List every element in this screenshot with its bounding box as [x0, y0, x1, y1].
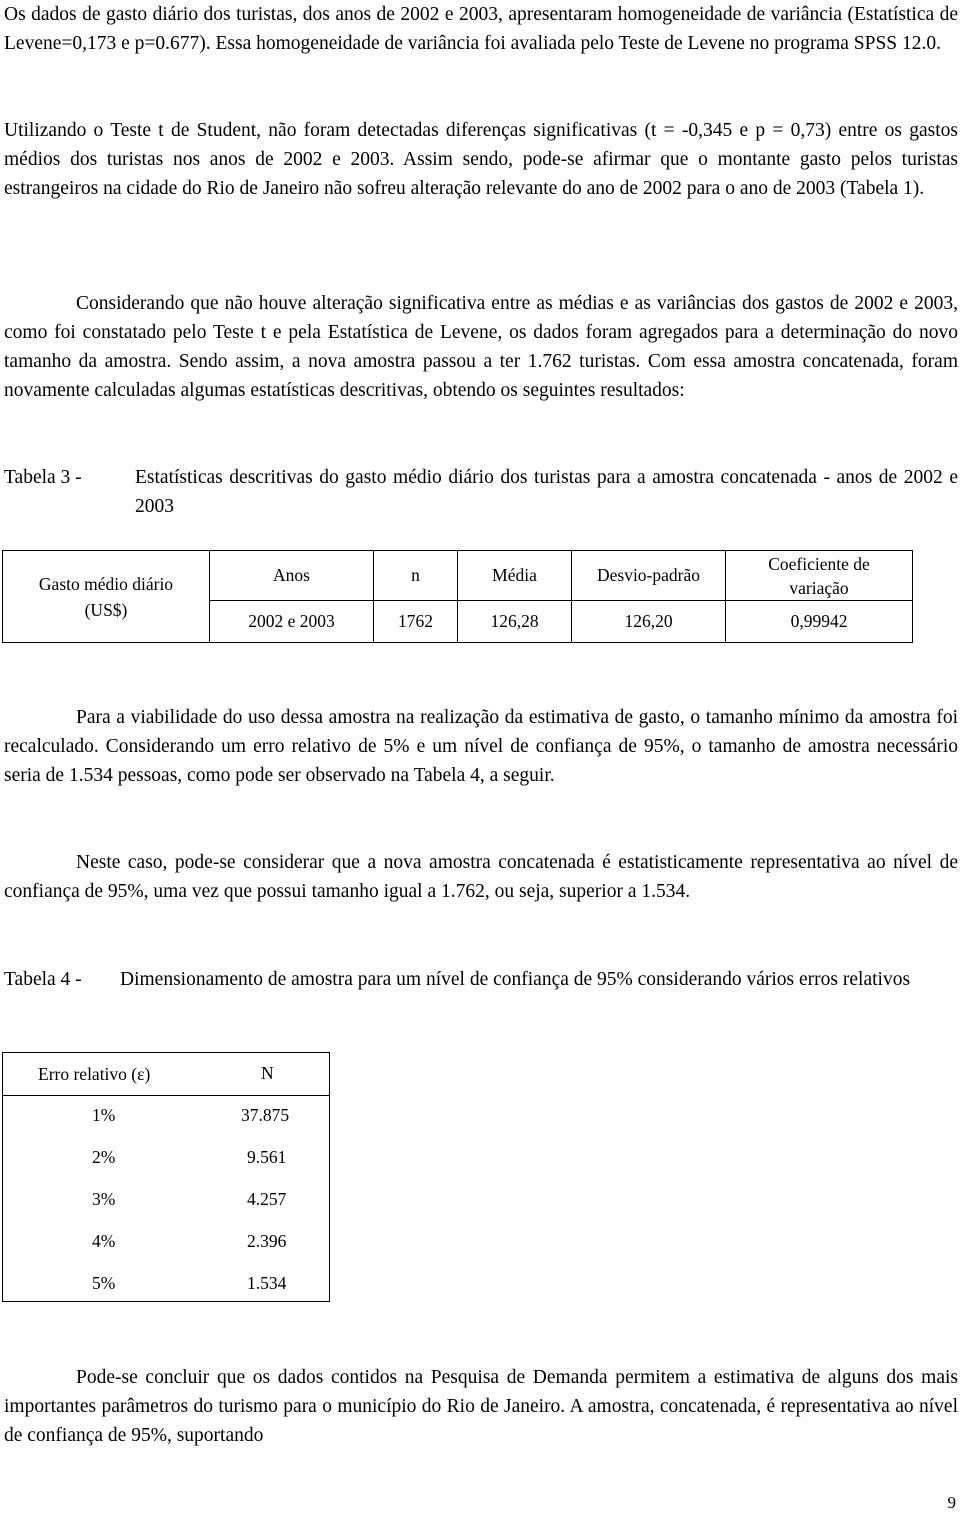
- table4-cell-erro: 5%: [92, 1273, 116, 1293]
- table3-header-cv-line2: variação: [789, 577, 849, 598]
- table4-cell-n: 2.396: [247, 1231, 287, 1251]
- paragraph-aggregation: Considerando que não houve alteração significativa entre as médias e as variâncias dos gastos de 2002 e 2003, como foi constatado pelo Teste t e pela Estatística de Levene, os dados foram agregados para a determinação do novo tamanho da amostra. Sendo assim, a nova amostra passou a ter 1.762 turistas. Com essa amostra concatenada, foram novamente calculadas algumas estatísticas descritivas, obtendo os seguintes resultados:: [4, 293, 958, 401]
- table4-header-row: [3, 1053, 329, 1096]
- table4-cell-n: 37.875: [241, 1105, 290, 1125]
- table4-cell-erro: 3%: [92, 1189, 116, 1209]
- table3-cell-anos: 2002 e 2003: [210, 601, 374, 643]
- table4-header-n: N: [261, 1063, 274, 1083]
- table4-cell-erro: 2%: [92, 1147, 116, 1167]
- table3-header-cv: [726, 551, 913, 601]
- table4-cell-erro: 1%: [92, 1105, 116, 1125]
- paragraph-representative: Neste caso, pode-se considerar que a nova amostra concatenada é estatisticamente representativa ao nível de confiança de 95%, uma vez que possui tamanho igual a 1.762, ou seja, superior a 1.534.: [4, 852, 958, 902]
- table4-caption-label: Tabela 4 -: [4, 969, 82, 990]
- table3-row-header: [3, 551, 210, 643]
- table3-cell-n: 1762: [374, 601, 458, 643]
- paragraph-levene: Os dados de gasto diário dos turistas, dos anos de 2002 e 2003, apresentaram homogeneidade de variância (Estatística de Levene=0,173 e p=0.677). Essa homogeneidade de variância foi avaliada pelo Teste de Levene no programa SPSS 12.0.: [4, 4, 958, 54]
- table4-cell-erro: 4%: [92, 1231, 116, 1251]
- table3-header-row: [3, 551, 913, 601]
- table4-cell-n: 1.534: [247, 1273, 287, 1293]
- table3-header-desvio: Desvio-padrão: [572, 551, 726, 601]
- table3-caption-text: Estatísticas descritivas do gasto médio diário dos turistas para a amostra concatenada - anos de 2002 e 2003: [135, 467, 958, 517]
- table3-cell-desvio: 126,20: [572, 601, 726, 643]
- table4-cell-n: 9.561: [247, 1147, 287, 1167]
- paragraph-conclusion: Pode-se concluir que os dados contidos na Pesquisa de Demanda permitem a estimativa de alguns dos mais importantes parâmetros do turismo para o município do Rio de Janeiro. A amostra, concatenada, é representativa ao nível de confiança de 95%, suportando: [4, 1367, 958, 1446]
- table4-caption-text: Dimensionamento de amostra para um nível de confiança de 95% considerando vários erros relativos: [120, 969, 911, 990]
- table3-cell-cv: 0,99942: [726, 601, 913, 643]
- paragraph-t-test: Utilizando o Teste t de Student, não foram detectadas diferenças significativas (t = -0,345 e p = 0,73) entre os gastos médios dos turistas nos anos de 2002 e 2003. Assim sendo, pode-se afirmar que o montante gasto pelos turistas estrangeiros na cidade do Rio de Janeiro não sofreu alteração relevante do ano de 2002 para o ano de 2003 (Tabela 1).: [4, 120, 958, 199]
- table3-header-anos: Anos: [210, 551, 374, 601]
- table4-header-erro: Erro relativo (ε): [38, 1064, 151, 1084]
- table4: [2, 1052, 330, 1302]
- page-number: 9: [947, 1493, 956, 1512]
- table3-caption-label: Tabela 3 -: [4, 467, 82, 488]
- table3-header-media: Média: [458, 551, 572, 601]
- table3-header-cv-line1: Coeficiente de: [768, 553, 870, 574]
- table3-row-header-line1: Gasto médio diário: [38, 573, 174, 594]
- table3-cell-media: 126,28: [458, 601, 572, 643]
- table3-header-n: n: [374, 551, 458, 601]
- paragraph-viability: Para a viabilidade do uso dessa amostra na realização da estimativa de gasto, o tamanho mínimo da amostra foi recalculado. Considerando um erro relativo de 5% e um nível de confiança de 95%, o tamanho de amostra necessário seria de 1.534 pessoas, como pode ser observado na Tabela 4, a seguir.: [4, 707, 958, 786]
- table4-cell-n: 4.257: [247, 1189, 287, 1209]
- table3: [2, 550, 913, 643]
- table3-row-header-line2: (US$): [84, 599, 128, 620]
